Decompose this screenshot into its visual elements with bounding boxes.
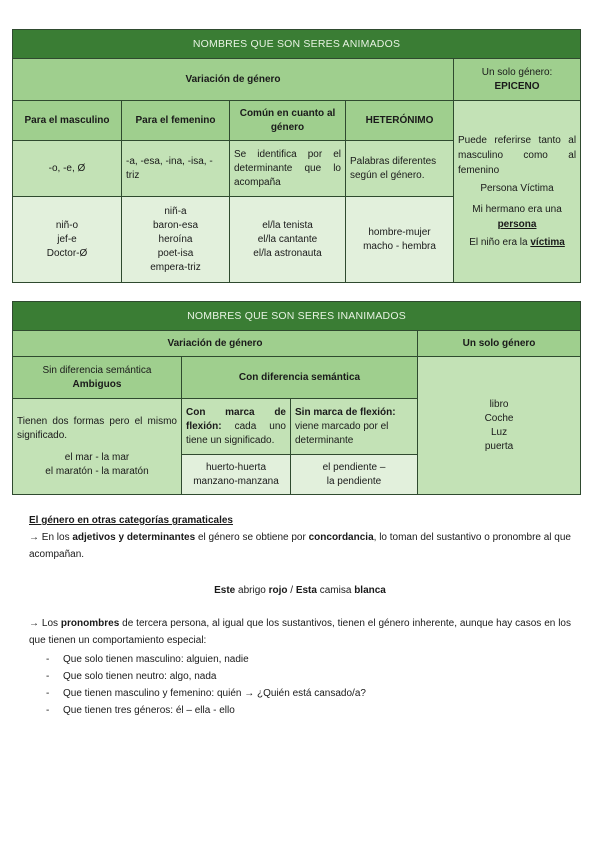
- p1-part: el género se obtiene por: [195, 532, 309, 543]
- single-gender-label: Un solo género:: [481, 66, 553, 78]
- animate-nouns-table: [12, 29, 581, 283]
- paragraph-pronouns: [29, 615, 571, 649]
- without-inflection-rule: [291, 399, 418, 455]
- example: el pendiente –: [322, 461, 386, 473]
- ex-word: /: [287, 585, 296, 596]
- example: niñ-o: [55, 219, 79, 231]
- inanimate-table-title: NOMBRES QUE SON SERES INANIMADOS: [13, 302, 581, 331]
- list-item: - Que tienen masculino y femenino: quién → ¿Quién está cansado/a?: [29, 685, 571, 702]
- example: libro: [489, 398, 509, 410]
- example-sentence: [29, 582, 571, 599]
- ambiguous-example-2: el maratón - la maratón: [45, 465, 149, 477]
- ex-word: abrigo: [235, 585, 269, 596]
- section-heading: [29, 512, 571, 529]
- section-heading-text: El género en otras categorías gramaticales: [29, 515, 233, 526]
- heteronym-examples: [346, 197, 454, 283]
- inanimate-nouns-table: [12, 301, 581, 495]
- epicene-description: Puede referirse tanto al masculino como al femenino: [458, 135, 577, 176]
- pronoun-list: [29, 651, 571, 719]
- p1-bold: concordancia: [308, 532, 374, 543]
- col-heteronym: HETERÓNIMO: [346, 101, 454, 141]
- example: puerta: [484, 440, 514, 452]
- ambiguous-cell: [13, 399, 182, 495]
- col-masculine: Para el masculino: [13, 101, 122, 141]
- example: Luz: [490, 426, 508, 438]
- semantic-difference-header: Con diferencia semántica: [182, 357, 418, 399]
- example: el/la astronauta: [253, 247, 322, 259]
- col-common: Común en cuanto al género: [230, 101, 346, 141]
- example: Coche: [484, 412, 514, 424]
- epicene-example-1: Mi hermano era una: [472, 204, 562, 215]
- example: huerto-huerta: [205, 461, 267, 473]
- epicene-word-2: víctima: [530, 237, 565, 248]
- col-feminine: Para el femenino: [122, 101, 230, 141]
- p2-bold: pronombres: [60, 618, 120, 629]
- example: jef-e: [57, 233, 77, 245]
- example: Doctor-Ø: [46, 247, 88, 259]
- ambiguous-example-1: el mar - la mar: [64, 451, 130, 463]
- common-rule: Se identifica por el determinante que lo acompaña: [230, 141, 346, 197]
- example: heroína: [158, 233, 193, 245]
- single-gender-header-2: Un solo género: [418, 331, 581, 357]
- example: hombre-mujer: [368, 226, 431, 238]
- list-item: - Que tienen tres géneros: él – ella - ello: [29, 702, 571, 719]
- epicene-cell: [454, 101, 581, 283]
- example: poet-isa: [157, 247, 194, 259]
- paragraph-adjectives: [29, 529, 571, 563]
- example: el/la tenista: [262, 219, 313, 231]
- single-gender-header: [454, 59, 581, 101]
- heteronym-rule: Palabras diferentes según el género.: [346, 141, 454, 197]
- epicene-label: EPICENO: [494, 80, 540, 92]
- ambiguous-label: Ambiguos: [72, 378, 122, 390]
- masculine-examples: [13, 197, 122, 283]
- example: empera-triz: [150, 261, 201, 273]
- ambiguous-description: Tienen dos formas pero el mismo significado.: [17, 415, 177, 441]
- gender-variation-header-2: Variación de género: [13, 331, 418, 357]
- list-item: - Que solo tienen masculino: alguien, nadie: [29, 651, 571, 668]
- with-inflection-text: cada uno tiene un significado.: [186, 420, 286, 446]
- common-examples: [230, 197, 346, 283]
- epicene-word-1: persona: [497, 219, 537, 230]
- example: baron-esa: [152, 219, 199, 231]
- with-inflection-rule: [182, 399, 291, 455]
- feminine-rule: -a, -esa, -ina, -isa, -triz: [122, 141, 230, 197]
- list-item: - Que solo tienen neutro: algo, nada: [29, 668, 571, 685]
- ex-word: camisa: [316, 585, 355, 596]
- gender-variation-header: Variación de género: [13, 59, 454, 101]
- p1-part: → En los: [29, 532, 73, 543]
- single-gender-examples: [418, 357, 581, 495]
- with-inflection-label: Con marca de flexión:: [186, 406, 286, 432]
- p1-bold: adjetivos y determinantes: [72, 532, 196, 543]
- p2-part: → Los: [29, 618, 61, 629]
- with-inflection-examples: [182, 455, 291, 495]
- ex-word: Esta: [295, 585, 317, 596]
- feminine-examples: [122, 197, 230, 283]
- animate-table-title: NOMBRES QUE SON SERES ANIMADOS: [13, 30, 581, 59]
- ex-word: rojo: [268, 585, 288, 596]
- p1-part: , lo toman del sustantivo o pronombre al que acompañan.: [29, 532, 571, 560]
- without-inflection-text: viene marcado por el determinante: [295, 420, 389, 446]
- p2-part: de tercera persona, al igual que los sustantivos, tienen el género inherente, aunque hay casos en los que tienen un comportamiento especial:: [29, 618, 571, 646]
- example: niñ-a: [164, 205, 187, 217]
- example: la pendiente: [326, 475, 382, 487]
- without-inflection-examples: [291, 455, 418, 495]
- example: manzano-manzana: [193, 475, 279, 487]
- ex-word: Este: [214, 585, 236, 596]
- masculine-rule: -o, -e, Ø: [13, 141, 122, 197]
- epicene-example-2: El niño era la: [469, 237, 528, 248]
- no-semantic-difference-header: [13, 357, 182, 399]
- epicene-pair: Persona Víctima: [480, 183, 554, 194]
- no-semantic-difference-label: Sin diferencia semántica: [42, 364, 152, 376]
- example: el/la cantante: [257, 233, 318, 245]
- ex-word: blanca: [354, 585, 386, 596]
- without-inflection-label: Sin marca de flexión:: [295, 406, 396, 418]
- example: macho - hembra: [363, 240, 436, 252]
